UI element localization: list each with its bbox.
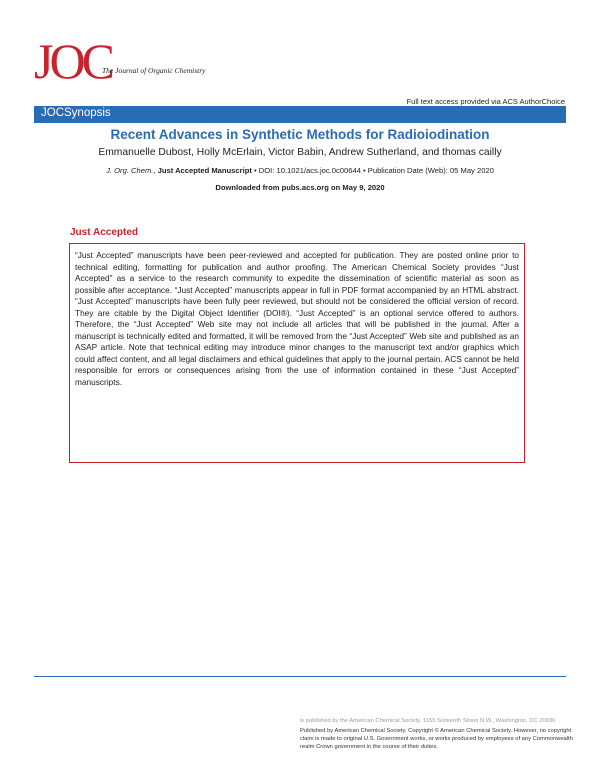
article-title: Recent Advances in Synthetic Methods for Radioiodination (110, 127, 490, 142)
section-banner-label: JOCSynopsis (41, 107, 111, 119)
citation-separator: , (153, 166, 158, 175)
access-note: Full text access provided via ACS AuthorChoice (406, 97, 565, 106)
download-note: Downloaded from pubs.acs.org on May 9, 2020 (215, 183, 385, 192)
footer-divider (34, 676, 566, 677)
citation-details: • DOI: 10.1021/acs.joc.0c00644 • Publication Date (Web): 05 May 2020 (251, 166, 494, 175)
copyright-notice: Published by American Chemical Society. Copyright © American Chemical Society. However, no copyright claim is made to original U.S. Government works, or works produced by employees of any Commonwealth realm Crown government in the course of their duties. (300, 728, 573, 750)
just-accepted-heading: Just Accepted (70, 227, 138, 238)
journal-name: The Journal of Organic Chemistry (102, 66, 206, 75)
publisher-address: is published by the American Chemical Society. 1155 Sixteenth Street N.W., Washington, DC 20036 (300, 718, 556, 724)
article-citation (34, 166, 566, 175)
just-accepted-notice-box (69, 243, 525, 463)
citation-journal: J. Org. Chem. (106, 166, 154, 175)
publisher-footer (300, 717, 576, 751)
citation-status: Just Accepted Manuscript (157, 166, 252, 175)
article-authors: Emmanuelle Dubost, Holly McErlain, Victor Babin, Andrew Sutherland, and thomas cailly (98, 147, 502, 158)
just-accepted-notice-text: “Just Accepted” manuscripts have been peer-reviewed and accepted for publication. They are posted online prior to technical editing, formatting for publication and author proofing. The American Chemical Society provides “Just Accepted” as a service to the research community to expedite the dissemination of scientific material as soon as possible after acceptance. “Just Accepted” manuscripts appear in full in PDF format accompanied by an HTML abstract. “Just Accepted” manuscripts have been fully peer reviewed, but should not be considered the official version of record. They are citable by the Digital Object Identifier (DOI®). “Just Accepted” is an optional service offered to authors. Therefore, the “Just Accepted” Web site may not include all articles that will be published in the journal. After a manuscript is technically edited and formatted, it will be removed from the “Just Accepted” Web site and published as an ASAP article. Note that technical editing may introduce minor changes to the manuscript text and/or graphics which could affect content, and all legal disclaimers and ethical guidelines that apply to the journal pertain. ACS cannot be held responsible for errors or consequences arising from the use of information contained in these “Just Accepted” manuscripts. (75, 250, 519, 387)
section-banner (34, 106, 566, 123)
logo-mark: JOC (34, 33, 111, 89)
